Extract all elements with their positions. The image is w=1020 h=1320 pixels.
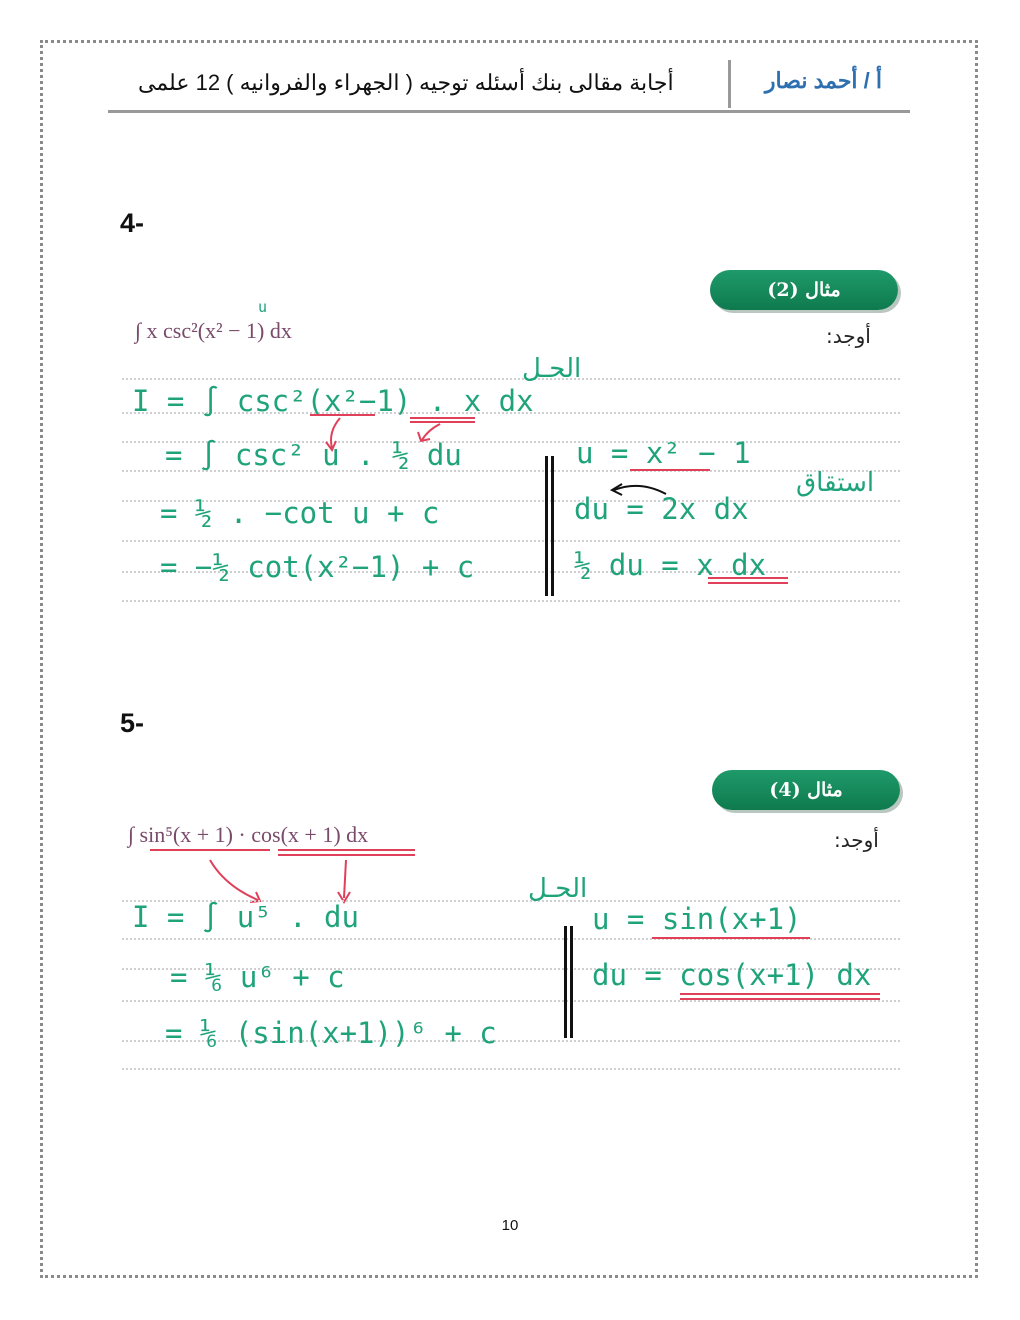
divider-line-q5: [564, 926, 567, 1038]
divider-line-q5: [570, 926, 573, 1038]
ruled-line: [122, 378, 900, 380]
sub-du-q5: du = cos(x+1) dx: [592, 958, 872, 992]
substitution-arrows-q4: [300, 410, 480, 460]
question-4-number: 4-: [120, 208, 145, 238]
work-step-2-q4: = ∫ csc² u . ½ du: [165, 438, 462, 472]
author-name: أ / أحمد نصار: [764, 68, 882, 93]
page-header: [108, 58, 910, 113]
example-4-badge: مثال (4): [712, 770, 900, 810]
page-border: [40, 40, 978, 1278]
find-label-q5: أوجد:: [834, 828, 879, 852]
sub-markup-q5: [640, 934, 890, 1004]
work-step-1-q4: I = ∫ csc²(x²−1) . x dx: [132, 384, 534, 418]
sub-half-du-q4: ½ du = x dx: [574, 548, 767, 582]
sub-u-q5: u = sin(x+1): [592, 902, 802, 936]
work-step-1-q5: I = ∫ u⁵ . du: [132, 900, 359, 934]
work-step-4-q4: = −½ cot(x²−1) + c: [160, 550, 475, 584]
problem-q5: ∫ sin⁵(x + 1) · cos(x + 1) dx: [128, 822, 369, 847]
sub-markup-q4: [600, 460, 800, 590]
page-number: 10: [501, 1217, 519, 1234]
header-divider: [728, 60, 731, 108]
document-title: أجابة مقالى بنك أسئله توجيه ( الجهراء والفروانيه ) 12 علمى: [138, 70, 674, 95]
solution-label-q4: الحـل: [522, 354, 582, 384]
work-step-3-q5: = ⅙ (sin(x+1))⁶ + c: [165, 1016, 497, 1050]
example-2-badge: مثال (2): [710, 270, 898, 310]
sub-du-q4: du = 2x dx: [574, 492, 749, 526]
divider-line-q4: [545, 456, 548, 596]
ruled-line: [122, 600, 900, 602]
question-5-number: 5-: [120, 708, 145, 738]
ruled-line: [122, 1068, 900, 1070]
derivative-label: استقاق: [796, 468, 875, 498]
sub-u-q4: u = x² − 1: [576, 436, 751, 470]
work-step-2-q5: = ⅙ u⁶ + c: [170, 960, 345, 994]
solution-label-q5: الحـل: [528, 874, 588, 904]
divider-line-q4: [551, 456, 554, 596]
work-step-3-q4: = ½ . −cot u + c: [160, 496, 440, 530]
find-label-q4: أوجد:: [826, 324, 871, 348]
problem-q4: ∫ x csc²(x² − 1) dx: [135, 318, 292, 343]
u-annotation: u: [258, 298, 268, 316]
